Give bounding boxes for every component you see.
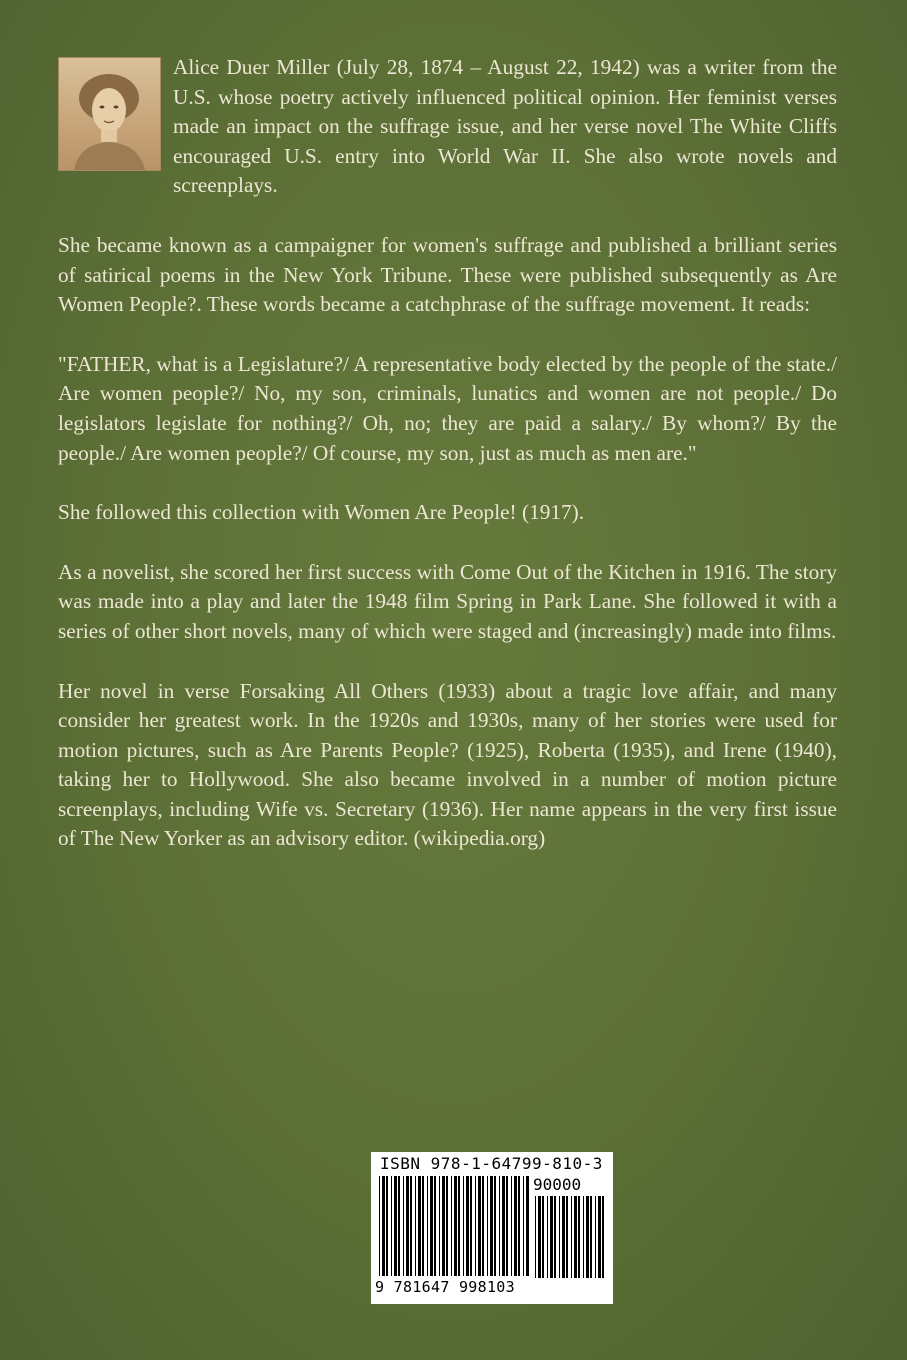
back-cover-text [58, 53, 837, 884]
author-portrait [58, 57, 161, 171]
paragraph-suffrage: She became known as a campaigner for women's suffrage and published a brilliant series of satirical poems in the New York Tribune. These were published subsequently as Are Women People?. These words became a catchphrase of the suffrage movement. It reads: [58, 232, 837, 317]
ean-barcode-bars [371, 1176, 529, 1280]
isbn-label: ISBN 978-1-64799-810-3 [380, 1154, 603, 1173]
price-code: 90000 [533, 1175, 582, 1194]
paragraph-verse-novel: Her novel in verse Forsaking All Others (1933) about a tragic love affair, and many consider her greatest work. In the 1920s and 1930s, many of her stories were used for motion pictures, such as Are Parents People? (1925), Roberta (1935), and Irene (1940), taking her to Hollywood. She also became involved in a number of motion picture screenplays, including Wife vs. Secretary (1936). Her name appears in the very first issue of The New Yorker as an advisory editor. (wikipedia.org) [58, 678, 837, 851]
addon-barcode-bars [531, 1196, 611, 1280]
ean-digits: 9 781647 998103 [375, 1278, 515, 1296]
paragraph-intro [58, 53, 837, 201]
paragraph-women-are-people: She followed this collection with Women Are People! (1917). [58, 500, 585, 525]
paragraph-intro-text: Alice Duer Miller (July 28, 1874 – August 22, 1942) was a writer from the U.S. whose poetry actively influenced political opinion. Her feminist verses made an impact on the suffrage issue, and her verse novel The White Cliffs encouraged U.S. entry into World War II. She also wrote novels and screenplays. [173, 55, 837, 198]
paragraph-novelist: As a novelist, she scored her first success with Come Out of the Kitchen in 1916. The story was made into a play and later the 1948 film Spring in Park Lane. She followed it with a series of other short novels, many of which were staged and (increasingly) made into films. [58, 559, 837, 643]
isbn-barcode [371, 1152, 613, 1304]
paragraph-quote: "FATHER, what is a Legislature?/ A representative body elected by the people of the state./ Are women people?/ No, my son, criminals, lunatics and women are not people./ Do legislators legislate for nothing?/ Oh, no; they are paid a salary./ By whom?/ By the people./ Are women people?/ Of course, my son, just as much as men are." [58, 351, 837, 465]
